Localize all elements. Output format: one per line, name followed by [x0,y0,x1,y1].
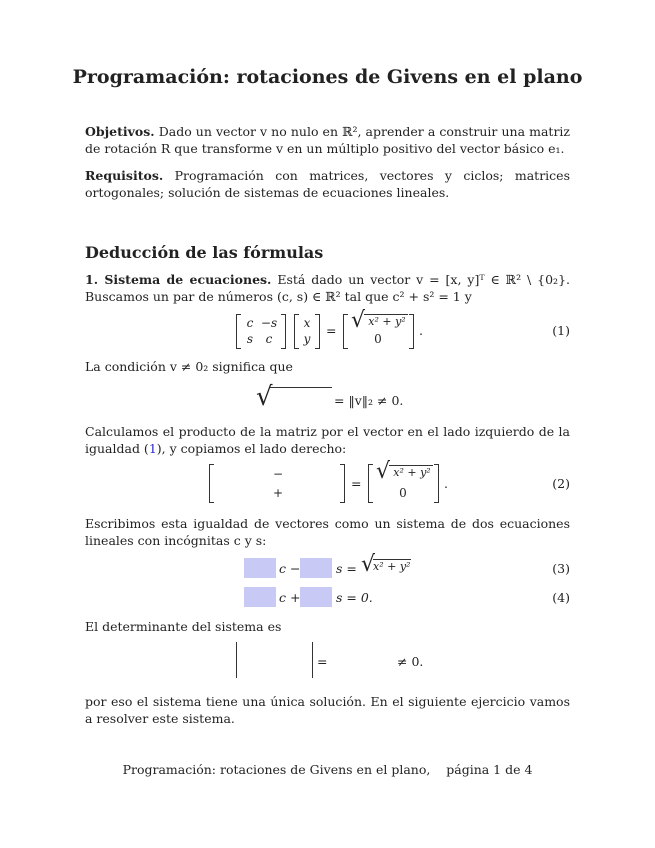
rhs-cell: x² + y² [393,466,431,479]
vector-right-bracket [315,314,320,349]
equals-sign: = [326,323,337,338]
equation-reference-link[interactable]: 1 [148,441,157,456]
operator-minus: − [272,467,284,481]
equation-4-rhs: s = 0. [336,590,373,605]
requisitos-paragraph [85,167,570,201]
determinant-equation [0,642,655,682]
sqrt-symbol: √ [361,552,376,577]
equation-1 [0,308,655,352]
calc-text-after: ), y copiamos el lado derecho: [156,441,347,456]
blank-box[interactable] [300,587,332,607]
rhs-cell: x² + y² [368,315,406,328]
equation-3-sqrt-arg: x² + y² [373,560,411,573]
determinant-right-bar [312,642,313,678]
matrix-right-bracket [281,314,286,349]
vector-right-bracket [340,464,345,503]
equals-sign: = [317,654,328,669]
matrix-cell: c [246,316,254,330]
vector-left-bracket [294,314,299,349]
equation-number: (2) [552,476,570,491]
page-footer: Programación: rotaciones de Givens en el plano, página 1 de 4 [122,762,533,777]
equation-4 [0,587,655,609]
system-paragraph: Escribimos esta igualdad de vectores como un sistema de dos ecuaciones lineales con incógnitas c y s: [85,516,570,548]
vector-cell: y [303,332,311,346]
sqrt-symbol: √ [351,308,366,333]
equation-3-middle: c − [279,561,301,576]
condition-paragraph: La condición v ≠ 0₂ significa que [85,359,293,374]
determinant-nonzero: ≠ 0. [397,654,424,669]
sqrt-overline [270,387,332,388]
unique-solution-paragraph: por eso el sistema tiene una única solución. En el siguiente ejercicio vamos a resolver este sistema. [85,694,570,726]
equation-number: (4) [552,590,570,605]
exercise1-text: Está dado un vector v = [x, y]ᵀ ∈ ℝ² \ {0₂}. Buscamos un par de números (c, s) ∈ ℝ² tal que c² + s² = 1 y [85,272,570,304]
vector-left-bracket [209,464,214,503]
section-heading: Deducción de las fórmulas [85,243,324,262]
objetivos-paragraph [85,123,570,157]
exercise1-label: 1. Sistema de ecuaciones. [85,272,272,287]
rhs-left-bracket [368,464,373,503]
blank-box[interactable] [244,558,276,578]
period: . [444,476,448,491]
matrix-cell: c [265,332,273,346]
determinant-left-bar [236,642,237,678]
exercise1-paragraph [85,271,570,305]
objetivos-text: Dado un vector v no nulo en ℝ², aprender a construir una matriz de rotación R que transforme v en un múltiplo positivo del vector básico e₁. [85,124,570,156]
equation-2 [0,459,655,505]
determinant-paragraph: El determinante del sistema es [85,619,282,634]
calc-paragraph [85,423,570,457]
equation-number: (3) [552,561,570,576]
blank-box[interactable] [244,587,276,607]
period: . [419,323,423,338]
objetivos-label: Objetivos. [85,124,155,139]
rhs-right-bracket [409,314,414,349]
equals-sign: = [351,476,362,491]
matrix-left-bracket [236,314,241,349]
calc-text-before: Calculamos el producto de la matriz por el vector en el lado izquierdo de la igualdad ( [85,424,570,456]
page-title: Programación: rotaciones de Givens en el plano [72,66,583,88]
sqrt-symbol: √ [376,459,391,484]
rhs-cell: 0 [399,486,407,500]
rhs-left-bracket [343,314,348,349]
equation-4-middle: c + [279,590,301,605]
equation-3-rhs-prefix: s = [336,561,357,576]
rhs-right-bracket [434,464,439,503]
norm-equation [0,384,655,414]
equation-number: (1) [552,323,570,338]
rhs-cell: 0 [374,332,382,346]
matrix-cell: s [246,332,254,346]
vector-cell: x [303,316,311,330]
norm-rhs: = ‖v‖₂ ≠ 0. [334,393,404,408]
blank-box[interactable] [300,558,332,578]
equation-3 [0,552,655,580]
requisitos-text: Programación con matrices, vectores y ciclos; matrices ortogonales; solución de sistemas de ecuaciones lineales. [85,168,570,200]
matrix-cell: −s [260,316,278,330]
operator-plus: + [272,486,284,500]
requisitos-label: Requisitos. [85,168,164,183]
sqrt-symbol: √ [256,382,273,412]
